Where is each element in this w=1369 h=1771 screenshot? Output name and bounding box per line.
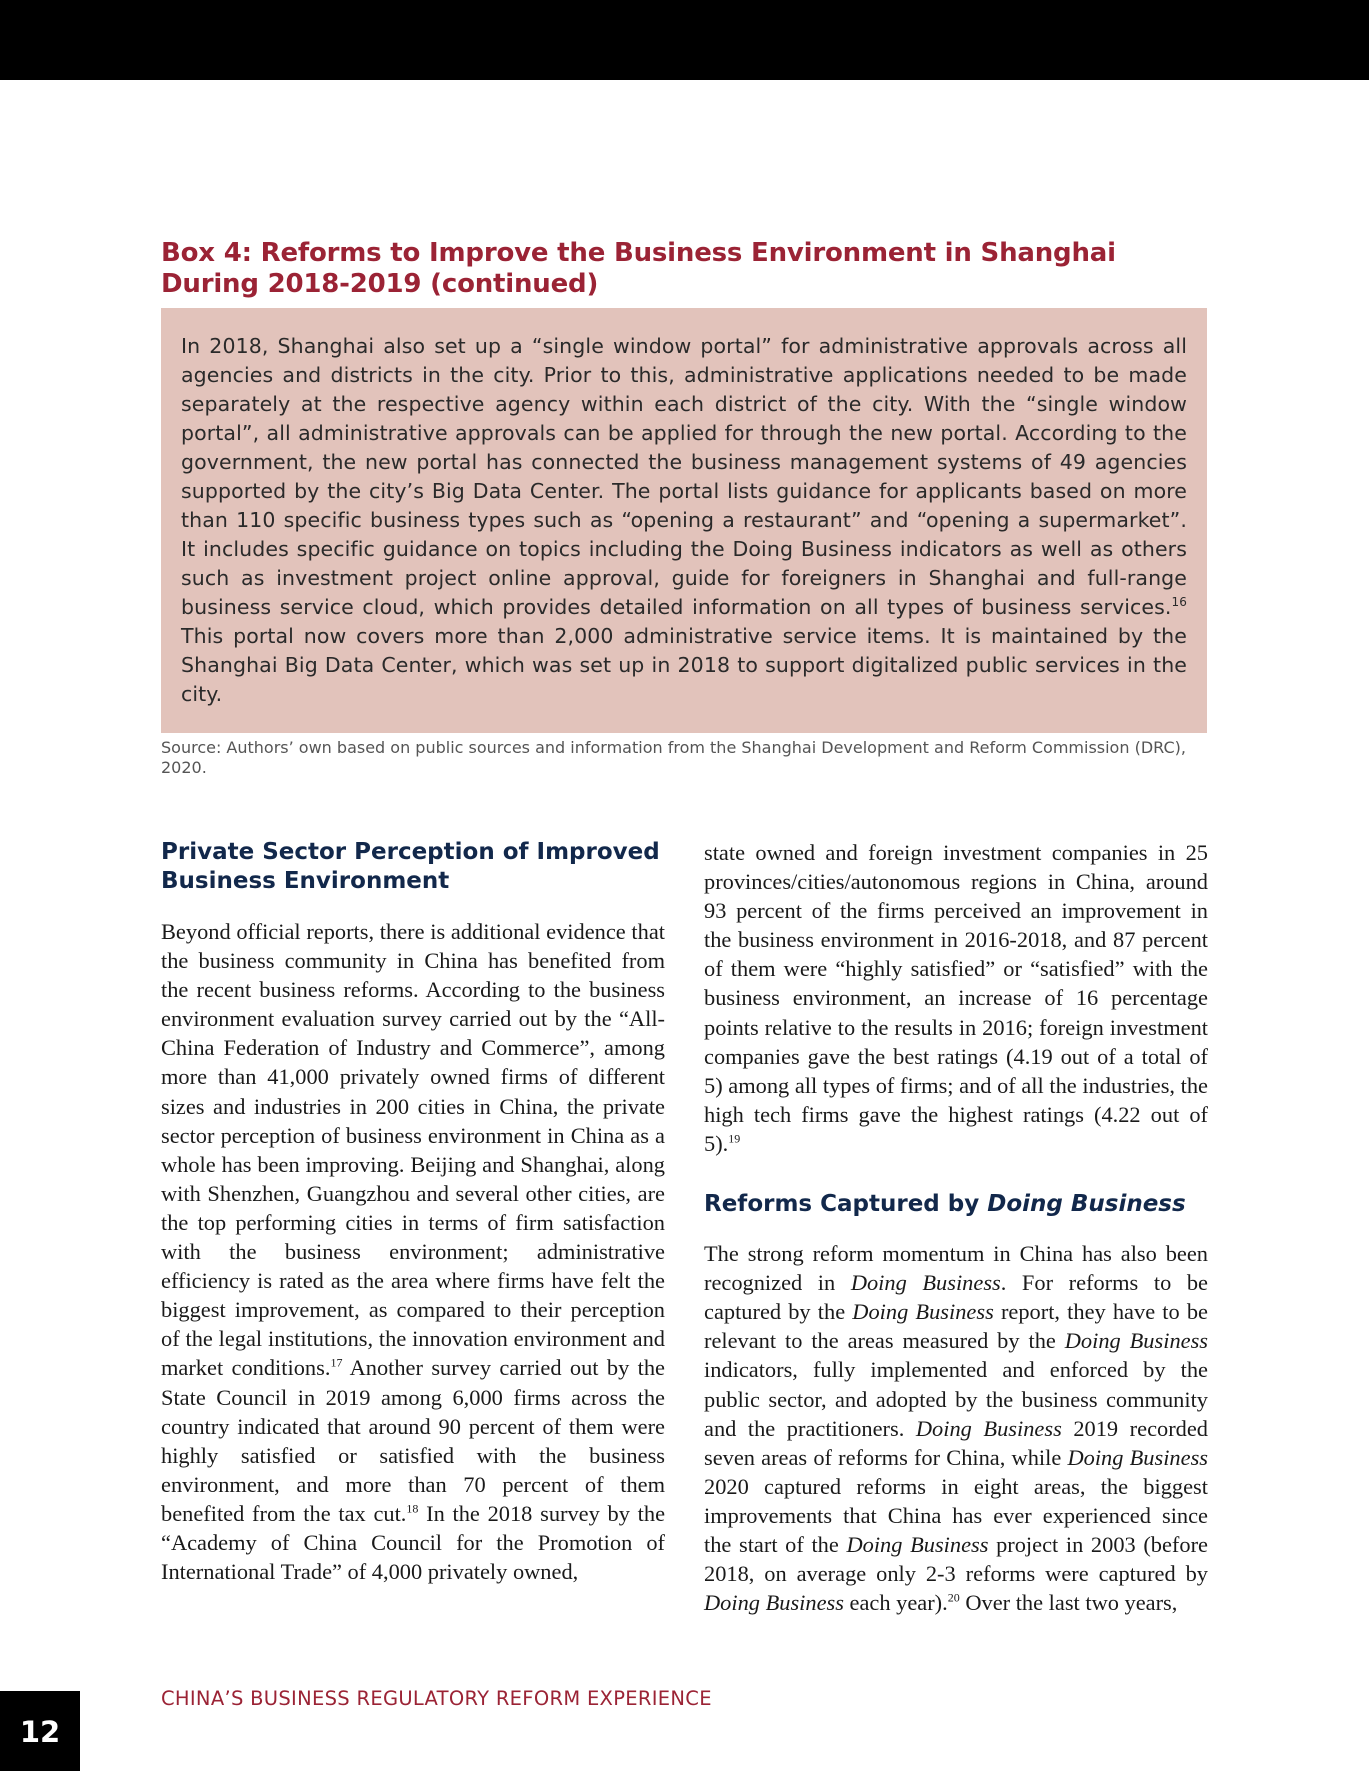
doing-business-ref: Doing Business xyxy=(852,1299,994,1325)
section-heading-reforms-captured xyxy=(704,1190,1208,1219)
heading-prefix: Reforms Captured by xyxy=(704,1191,988,1218)
right-text-s9: Over the last two years, xyxy=(959,1590,1178,1616)
left-text-1: Beyond official reports, there is additional evidence that the business community in China has benefited from the recent business reforms. According to the business environment evaluation survey carried out by the “All-China Federation of Industry and Commerce”, among more than 41,000 privately owned firms of different sizes and industries in 200 cities in China, the private sector perception of business environment in China as a whole has been improving. Beijing and Shanghai, along with Shenzhen, Guangzhou and several other cities, are the top performing cities in terms of firm satisfaction with the business environment; administrative efficiency is rated as the area where firms have felt the biggest improvement, as compared to their perception of the legal institutions, the innovation environment and market conditions. xyxy=(161,919,665,1381)
box-panel xyxy=(161,308,1207,733)
doing-business-ref: Doing Business xyxy=(1067,1444,1208,1470)
box-source: Source: Authors’ own based on public sources and information from the Shanghai Development and Reform Commission (DRC), 2020. xyxy=(161,738,1186,777)
left-paragraph xyxy=(161,917,665,1586)
box-text-part1: In 2018, Shanghai also set up a “single window portal” for administrative approvals across all agencies and districts in the city. Prior to this, administrative applications needed to be made separately at the respective agency within each district of the city. With the “single window portal”, all administrative approvals can be applied for through the new portal. According to the government, the new portal has connected the business management systems of 49 agencies supported by the city’s Big Data Center. The portal lists guidance for applicants based on more than 110 specific business types such as “opening a restaurant” and “opening a supermarket”. It includes specific guidance on topics including the Doing Business indicators as well as others such as investment project online approval, guide for foreigners in Shanghai and full-range business service cloud, which provides detailed information on all types of business services. xyxy=(181,334,1187,619)
top-black-bar xyxy=(0,0,1369,80)
doing-business-ref: Doing Business xyxy=(846,1531,989,1557)
doing-business-ref: Doing Business xyxy=(704,1590,844,1616)
heading-italic: Doing Business xyxy=(987,1191,1186,1218)
right-text-s3: report, they have to be relevant to the areas measured by the xyxy=(704,1299,1208,1354)
box-text xyxy=(181,332,1187,709)
left-text-2: Another survey carried out by the State Council in 2019 among 6,000 firms across the country indicated that around 90 percent of them were highly satisfied or satisfied with the business environment, and more than 70 percent of them benefited from the tax cut. xyxy=(161,1355,665,1526)
left-column xyxy=(161,838,665,1586)
right-text-s5: 2019 recorded seven areas of reforms for China, while xyxy=(704,1415,1208,1470)
footnote-18[interactable]: 18 xyxy=(406,1501,419,1516)
right-paragraph-1 xyxy=(704,838,1208,1158)
right-column xyxy=(704,838,1208,1617)
box-text-part2: This portal now covers more than 2,000 administrative service items. It is maintained by the Shanghai Big Data Center, which was set up in 2018 to support digitalized public services in the city. xyxy=(181,624,1187,706)
right-text-1: state owned and foreign investment companies in 25 provinces/cities/autonomous regions in China, around 93 percent of the firms perceived an improvement in the business environment in 2016-2018, and 87 percent of them were “highly satisfied” or “satisfied” with the business environment, an increase of 16 percentage points relative to the results in 2016; foreign investment companies gave the best ratings (4.19 out of a total of 5) among all types of firms; and of all the industries, the high tech firms gave the highest ratings (4.22 out of 5). xyxy=(704,840,1208,1156)
footnote-19[interactable]: 19 xyxy=(728,1131,741,1146)
doing-business-ref: Doing Business xyxy=(850,1270,1001,1296)
footnote-20[interactable]: 20 xyxy=(947,1590,960,1605)
right-text-s7: project in 2003 (before 2018, on average only 2-3 reforms were captured by xyxy=(704,1531,1208,1587)
footnote-16[interactable]: 16 xyxy=(1171,595,1187,610)
section-heading-private-sector: Private Sector Perception of Improved Business Environment xyxy=(161,839,660,894)
right-text-s6: 2020 captured reforms in eight areas, the biggest improvements that China has ever experienced since the start of the xyxy=(704,1473,1208,1557)
box-title: Box 4: Reforms to Improve the Business Environment in Shanghai During 2018-2019 (continued) xyxy=(161,238,1116,299)
doing-business-ref: Doing Business xyxy=(1064,1328,1209,1354)
right-text-s8: each year). xyxy=(843,1590,948,1616)
footer-title: CHINA’S BUSINESS REGULATORY REFORM EXPERIENCE xyxy=(161,1687,712,1710)
footnote-17[interactable]: 17 xyxy=(330,1355,343,1370)
page-number: 12 xyxy=(19,1715,61,1749)
page-number-box xyxy=(0,1691,80,1771)
right-text-s1: The strong reform momentum in China has also been recognized in xyxy=(704,1241,1208,1296)
right-text-s4: indicators, fully implemented and enforced by the public sector, and adopted by the business community and the practitioners. xyxy=(704,1357,1208,1441)
right-paragraph-2 xyxy=(704,1239,1208,1617)
doing-business-ref: Doing Business xyxy=(915,1415,1062,1441)
left-text-3: In the 2018 survey by the “Academy of China Council for the Promotion of International Trade” of 4,000 privately owned, xyxy=(161,1500,666,1585)
right-text-s2: . For reforms to be captured by the xyxy=(704,1270,1208,1325)
